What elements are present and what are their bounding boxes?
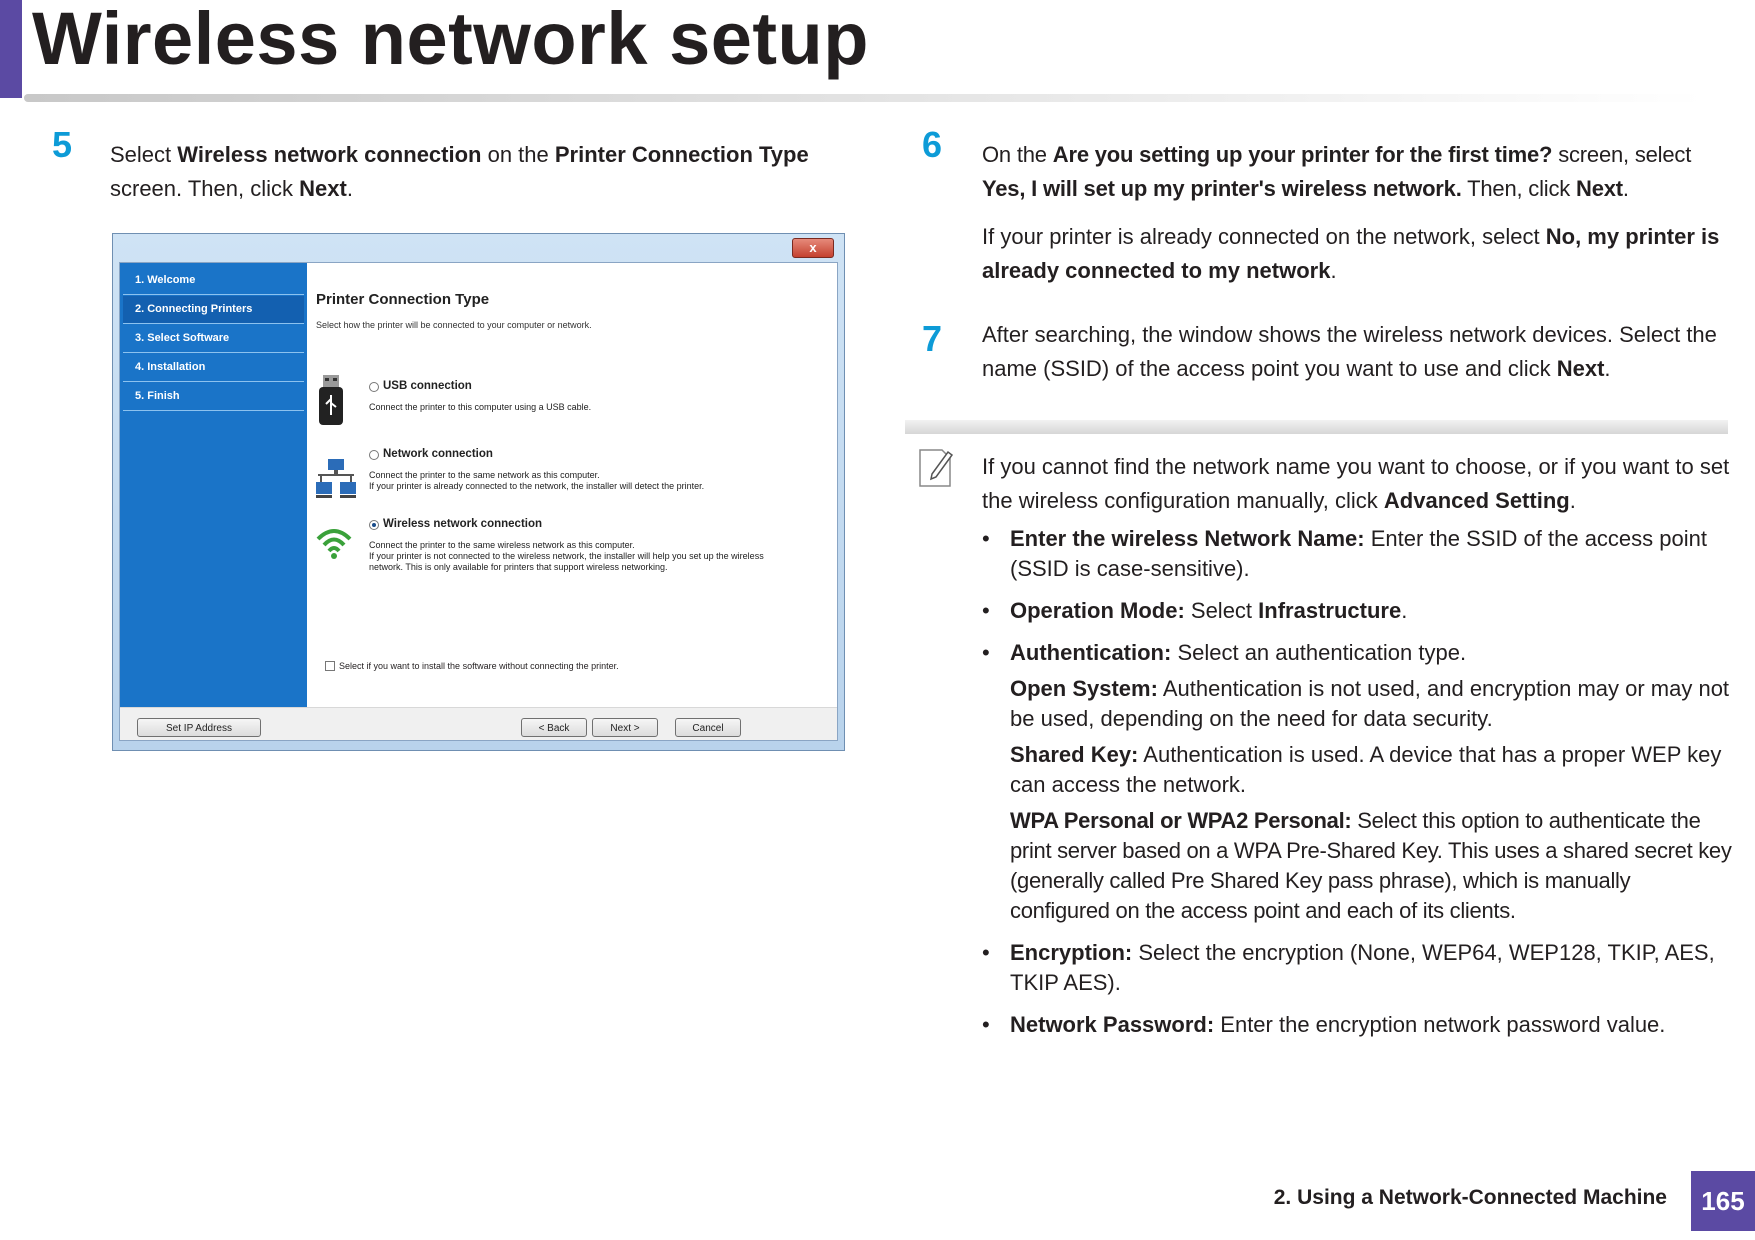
list-item: • Encryption: Select the encryption (None, WEP64, WEP128, TKIP, AES, TKIP AES). [982, 940, 1715, 995]
network-radio[interactable] [369, 450, 379, 460]
auth-shared-key: Shared Key: Authentication is used. A device that has a proper WEP key can access the network. [1010, 742, 1722, 797]
step-7-text: After searching, the window shows the wireless network devices. Select the name (SSID) of the access point you want to use and click Next. [982, 322, 1717, 381]
sidebar-item-finish[interactable]: 5. Finish [123, 383, 304, 411]
cancel-button[interactable]: Cancel [675, 718, 741, 737]
note-divider [905, 420, 1728, 434]
footer-section-title: 2. Using a Network-Connected Machine [1273, 1186, 1667, 1209]
list-item: • Operation Mode: Select Infrastructure. [982, 598, 1408, 623]
no-connect-label: Select if you want to install the software without connecting the printer. [339, 661, 619, 671]
close-icon[interactable]: x [792, 238, 834, 258]
auth-open-system: Open System: Authentication is not used, and encryption may or may not be used, depending on the need for data security. [1010, 676, 1730, 731]
usb-radio[interactable] [369, 382, 379, 392]
list-item: • Authentication: Select an authentication type. Open System: Authentication is not used, and encryption may or may not be used, depending on the need for data security. Shared Key: Authentication is used. A device that has a proper WEP key can access the network. WPA Personal or WPA2 Personal: Select this option to authenticate the print server based on a WPA Pre-Shared Key. This uses a shared secret key (generally called Pre Shared Key pass phrase), which is manually configured on the access point and each of its clients. [982, 638, 1732, 926]
installer-title: Printer Connection Type [316, 291, 490, 308]
header-accent-bar [0, 0, 22, 98]
step-5-number: 5 [52, 124, 73, 165]
step-5-text: Select Wireless network connection on the Printer Connection Type screen. Then, click Next. [110, 142, 809, 201]
step-6-number: 6 [922, 124, 943, 165]
usb-desc: Connect the printer to this computer using a USB cable. [369, 402, 592, 412]
note-intro: If you cannot find the network name you want to choose, or if you want to set the wireless configuration manually, click Advanced Setting. [982, 454, 1730, 513]
wireless-label: Wireless network connection [383, 518, 543, 530]
installer-sidebar [120, 263, 307, 707]
wireless-radio[interactable] [369, 520, 379, 530]
installer-content [307, 263, 837, 707]
network-desc-1: Connect the printer to the same network as this computer. [369, 470, 600, 480]
installer-window-body [119, 262, 838, 741]
network-label: Network connection [383, 448, 493, 460]
wireless-desc-3: network. This is only available for printers that support wireless networking. [369, 562, 668, 572]
note-bullet-list [982, 524, 1732, 1052]
step-7-number: 7 [922, 318, 943, 359]
usb-icon [316, 375, 346, 427]
auth-wpa-personal: WPA Personal or WPA2 Personal: Select this option to authenticate the print server based on a WPA Pre-Shared Key. This uses a shared secret key (generally called Pre Shared Key pass phrase), which is manually configured on the access point and each of its clients. [1010, 808, 1732, 923]
usb-option[interactable] [369, 381, 591, 413]
installer-button-bar [120, 707, 837, 740]
installer-screenshot [112, 233, 845, 751]
sidebar-item-welcome[interactable]: 1. Welcome [123, 267, 304, 295]
usb-label: USB connection [383, 380, 472, 392]
list-item: • Network Password: Enter the encryption network password value. [982, 1012, 1666, 1037]
next-button[interactable]: Next > [592, 718, 658, 737]
no-connect-checkbox[interactable] [325, 661, 335, 671]
page-title: Wireless network setup [32, 0, 869, 80]
sidebar-item-installation[interactable]: 4. Installation [123, 354, 304, 382]
wireless-icon [316, 525, 352, 561]
installer-subtitle: Select how the printer will be connected to your computer or network. [316, 320, 592, 330]
wireless-option[interactable] [369, 519, 764, 573]
step-6-text: On the Are you setting up your printer for the first time? screen, select Yes, I will set up my printer's wireless network. Then, click Next. [982, 142, 1692, 201]
page-number: 165 [1691, 1171, 1755, 1231]
no-connect-checkbox-row[interactable] [325, 661, 619, 671]
list-item: • Enter the wireless Network Name: Enter the SSID of the access point (SSID is case-sensitive). [982, 526, 1707, 581]
back-button[interactable]: < Back [521, 718, 587, 737]
network-option[interactable] [369, 449, 704, 492]
sidebar-item-connecting-printers[interactable]: 2. Connecting Printers [123, 296, 304, 324]
title-divider [24, 94, 1704, 102]
wireless-desc-2: If your printer is not connected to the wireless network, the installer will help you set up the wireless [369, 551, 764, 561]
step-6-alt-text: If your printer is already connected on the network, select No, my printer is already connected to my network. [982, 224, 1720, 283]
set-ip-address-button[interactable]: Set IP Address [137, 718, 261, 737]
network-desc-2: If your printer is already connected to the network, the installer will detect the printer. [369, 481, 705, 491]
sidebar-item-select-software[interactable]: 3. Select Software [123, 325, 304, 353]
wireless-desc-1: Connect the printer to the same wireless network as this computer. [369, 540, 635, 550]
network-icon [316, 459, 356, 499]
note-pencil-icon [918, 446, 954, 488]
